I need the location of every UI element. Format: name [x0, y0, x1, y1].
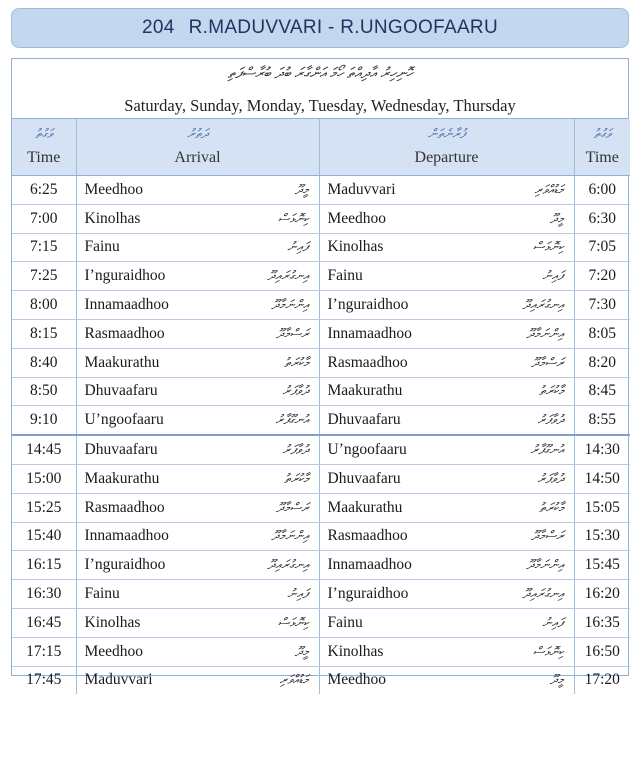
days-english: Saturday, Sunday, Monday, Tuesday, Wednesday, Thursday	[124, 96, 516, 115]
table-row	[12, 291, 630, 320]
departure-stop-dhivehi: ރަސްމާދޫ	[531, 354, 564, 370]
departure-stop-english: Maakurathu	[327, 498, 403, 516]
arrival-stop-english: Maduvvari	[84, 671, 153, 689]
departure-stop	[319, 204, 574, 233]
arrival-stop-english: Maakurathu	[84, 353, 160, 371]
arrival-time: 7:25	[12, 262, 76, 291]
departure-time-header-english: Time	[585, 149, 619, 166]
arrival-stop	[76, 204, 319, 233]
arrival-stop-english: Fainu	[84, 238, 120, 256]
departure-stop-dhivehi: އިނގުރައިދޫ	[522, 297, 564, 313]
arrival-stop-english: Innamaadhoo	[84, 527, 169, 545]
table-row	[12, 464, 630, 493]
arrival-time: 7:00	[12, 204, 76, 233]
departure-stop-dhivehi: އިންނަމާދޫ	[526, 557, 564, 573]
departure-time: 16:35	[574, 608, 630, 637]
departure-time: 7:20	[574, 262, 630, 291]
arrival-time: 7:15	[12, 233, 76, 262]
route-header	[11, 8, 629, 48]
arrival-stop	[76, 608, 319, 637]
arrival-time: 9:10	[12, 406, 76, 435]
departure-stop	[319, 377, 574, 406]
departure-stop	[319, 522, 574, 551]
arrival-header-dhivehi: ދަތުރު	[187, 126, 208, 141]
table-row	[12, 262, 630, 291]
arrival-stop	[76, 522, 319, 551]
departure-time: 7:05	[574, 233, 630, 262]
departure-stop	[319, 176, 574, 205]
departure-time: 15:05	[574, 493, 630, 522]
departure-stop	[319, 493, 574, 522]
departure-stop-english: Dhuvaafaru	[327, 411, 401, 429]
arrival-time: 16:30	[12, 580, 76, 609]
departure-time: 14:50	[574, 464, 630, 493]
departure-stop-dhivehi: ފައިނު	[542, 614, 564, 630]
arrival-stop-dhivehi: ކިނޮޅަސް	[277, 614, 309, 630]
arrival-stop-dhivehi: އިނގުރައިދޫ	[267, 557, 309, 573]
arrival-stop-dhivehi: އިންނަމާދޫ	[271, 297, 309, 313]
departure-stop	[319, 291, 574, 320]
arrival-stop-dhivehi: ފައިނު	[287, 586, 309, 602]
departure-time: 7:30	[574, 291, 630, 320]
departure-stop-dhivehi: މީދޫ	[549, 672, 564, 688]
table-row	[12, 406, 630, 435]
departure-time: 15:30	[574, 522, 630, 551]
arrival-time: 8:40	[12, 348, 76, 377]
arrival-stop-english: Innamaadhoo	[84, 296, 169, 314]
arrival-stop	[76, 176, 319, 205]
table-row	[12, 435, 630, 464]
route-name: R.MADUVVARI - R.UNGOOFAARU	[188, 17, 498, 38]
departure-stop	[319, 406, 574, 435]
departure-stop-english: Maduvvari	[327, 180, 396, 198]
table-row	[12, 204, 630, 233]
departure-stop-english: Rasmaadhoo	[327, 353, 408, 371]
arrival-stop	[76, 464, 319, 493]
departure-stop-dhivehi: ދުވާފަރު	[537, 470, 564, 486]
arrival-time-header-english: Time	[27, 149, 61, 166]
table-row	[12, 666, 630, 694]
departure-stop-english: U’ngoofaaru	[327, 441, 407, 459]
departure-stop-dhivehi: އިންނަމާދޫ	[526, 325, 564, 341]
departure-stop-english: Fainu	[327, 613, 363, 631]
arrival-time: 8:00	[12, 291, 76, 320]
departure-time: 6:00	[574, 176, 630, 205]
departure-stop	[319, 233, 574, 262]
departure-header-dhivehi: ފުރާނެތަން	[427, 126, 466, 141]
departure-stop-dhivehi: މީދޫ	[549, 210, 564, 226]
departure-stop-english: I’nguraidhoo	[327, 585, 409, 603]
arrival-stop	[76, 319, 319, 348]
route-number: 204	[142, 17, 175, 38]
schedule-panel	[11, 58, 629, 689]
table-row	[12, 551, 630, 580]
departure-time: 17:20	[574, 666, 630, 694]
arrival-stop-english: Kinolhas	[84, 613, 141, 631]
arrival-time: 15:25	[12, 493, 76, 522]
arrival-time: 8:50	[12, 377, 76, 406]
arrival-stop-english: I’nguraidhoo	[84, 267, 166, 285]
departure-stop-english: Kinolhas	[327, 642, 384, 660]
arrival-stop-dhivehi: ރަސްމާދޫ	[276, 325, 309, 341]
arrival-time-header-dhivehi: ވަގުތު	[35, 126, 53, 141]
arrival-stop-english: Dhuvaafaru	[84, 441, 158, 459]
departure-stop-english: Innamaadhoo	[327, 324, 412, 342]
departure-header-english: Departure	[414, 149, 479, 166]
table-row	[12, 319, 630, 348]
arrival-stop-english: Rasmaadhoo	[84, 324, 165, 342]
departure-stop	[319, 608, 574, 637]
table-header-row	[12, 119, 630, 176]
arrival-stop-dhivehi: މީދޫ	[294, 643, 309, 659]
table-row	[12, 493, 630, 522]
departure-time: 16:20	[574, 580, 630, 609]
arrival-stop-english: I’nguraidhoo	[84, 556, 166, 574]
departure-time-header	[574, 119, 630, 176]
arrival-stop	[76, 493, 319, 522]
arrival-stop-dhivehi: މާކުރަތު	[284, 354, 309, 370]
departure-time: 8:05	[574, 319, 630, 348]
arrival-stop	[76, 666, 319, 694]
arrival-stop	[76, 551, 319, 580]
arrival-stop-english: Dhuvaafaru	[84, 382, 158, 400]
departure-stop	[319, 319, 574, 348]
arrival-time: 17:15	[12, 637, 76, 666]
departure-time: 15:45	[574, 551, 630, 580]
departure-stop-english: Rasmaadhoo	[327, 527, 408, 545]
arrival-stop-english: Maakurathu	[84, 469, 160, 487]
departure-stop	[319, 551, 574, 580]
departure-stop	[319, 262, 574, 291]
days-dhivehi: ހޮނިހިރު އާދިއްތަ ހޯމަ އަންގާރަ ބުދަ ބުރާސްފަތި	[227, 66, 413, 82]
arrival-time: 16:45	[12, 608, 76, 637]
arrival-stop	[76, 348, 319, 377]
departure-stop-dhivehi: ދުވާފަރު	[537, 412, 564, 428]
departure-stop	[319, 435, 574, 464]
table-row	[12, 176, 630, 205]
arrival-stop	[76, 291, 319, 320]
table-row	[12, 233, 630, 262]
departure-time: 14:30	[574, 435, 630, 464]
departure-time: 8:45	[574, 377, 630, 406]
arrival-stop-dhivehi: މަޑުއްވަރި	[279, 672, 309, 688]
arrival-time: 16:15	[12, 551, 76, 580]
arrival-time: 15:40	[12, 522, 76, 551]
departure-stop-english: Meedhoo	[327, 671, 387, 689]
departure-stop-dhivehi: މާކުރަތު	[539, 383, 564, 399]
arrival-stop-dhivehi: ކިނޮޅަސް	[277, 210, 309, 226]
departure-time-header-dhivehi: ވަގުތު	[593, 126, 611, 141]
departure-stop-english: Dhuvaafaru	[327, 469, 401, 487]
arrival-time: 14:45	[12, 435, 76, 464]
table-row	[12, 522, 630, 551]
arrival-stop	[76, 580, 319, 609]
departure-stop-dhivehi: އިނގުރައިދޫ	[522, 586, 564, 602]
arrival-time: 8:15	[12, 319, 76, 348]
arrival-time-header	[12, 119, 76, 176]
departure-stop	[319, 464, 574, 493]
departure-time: 16:50	[574, 637, 630, 666]
departure-stop-dhivehi: ރަސްމާދޫ	[531, 528, 564, 544]
departure-stop-english: I’nguraidhoo	[327, 296, 409, 314]
departure-time: 8:55	[574, 406, 630, 435]
arrival-stop	[76, 233, 319, 262]
arrival-time: 6:25	[12, 176, 76, 205]
departure-time: 8:20	[574, 348, 630, 377]
table-row	[12, 580, 630, 609]
arrival-stop-english: Rasmaadhoo	[84, 498, 165, 516]
arrival-header	[76, 119, 319, 176]
departure-time: 6:30	[574, 204, 630, 233]
departure-stop-english: Fainu	[327, 267, 363, 285]
departure-header	[319, 119, 574, 176]
departure-stop	[319, 580, 574, 609]
departure-stop-dhivehi: ކިނޮޅަސް	[532, 239, 564, 255]
arrival-stop-dhivehi: ރަސްމާދޫ	[276, 499, 309, 515]
arrival-stop-dhivehi: މީދޫ	[294, 181, 309, 197]
table-row	[12, 637, 630, 666]
departure-stop-english: Meedhoo	[327, 209, 387, 227]
departure-stop-english: Kinolhas	[327, 238, 384, 256]
departure-stop-dhivehi: މާކުރަތު	[539, 499, 564, 515]
arrival-stop-english: U’ngoofaaru	[84, 411, 164, 429]
arrival-stop-dhivehi: ދުވާފަރު	[282, 383, 309, 399]
arrival-header-english: Arrival	[174, 149, 221, 166]
departure-stop-english: Innamaadhoo	[327, 556, 412, 574]
departure-stop-dhivehi: މަޑުއްވަރި	[534, 181, 564, 197]
departure-stop-dhivehi: ކިނޮޅަސް	[532, 643, 564, 659]
departure-stop-dhivehi: ފައިނު	[542, 268, 564, 284]
arrival-stop-english: Fainu	[84, 585, 120, 603]
days-banner	[12, 59, 628, 119]
departure-stop	[319, 666, 574, 694]
arrival-time: 15:00	[12, 464, 76, 493]
arrival-stop-dhivehi: މާކުރަތު	[284, 470, 309, 486]
table-row	[12, 608, 630, 637]
arrival-stop	[76, 435, 319, 464]
table-row	[12, 348, 630, 377]
arrival-stop-dhivehi: އުނގޫފާރު	[275, 412, 309, 428]
arrival-stop	[76, 637, 319, 666]
arrival-stop-dhivehi: ދުވާފަރު	[282, 442, 309, 458]
arrival-stop-dhivehi: ފައިނު	[287, 239, 309, 255]
arrival-stop	[76, 406, 319, 435]
table-row	[12, 377, 630, 406]
arrival-stop-english: Kinolhas	[84, 209, 141, 227]
timetable	[12, 119, 630, 694]
arrival-stop-dhivehi: އިނގުރައިދޫ	[267, 268, 309, 284]
departure-stop	[319, 637, 574, 666]
arrival-stop-english: Meedhoo	[84, 180, 144, 198]
arrival-stop	[76, 262, 319, 291]
departure-stop	[319, 348, 574, 377]
arrival-time: 17:45	[26, 671, 62, 689]
arrival-stop-dhivehi: އިންނަމާދޫ	[271, 528, 309, 544]
departure-stop-english: Maakurathu	[327, 382, 403, 400]
arrival-stop-english: Meedhoo	[84, 642, 144, 660]
arrival-stop	[76, 377, 319, 406]
departure-stop-dhivehi: އުނގޫފާރު	[530, 442, 564, 458]
